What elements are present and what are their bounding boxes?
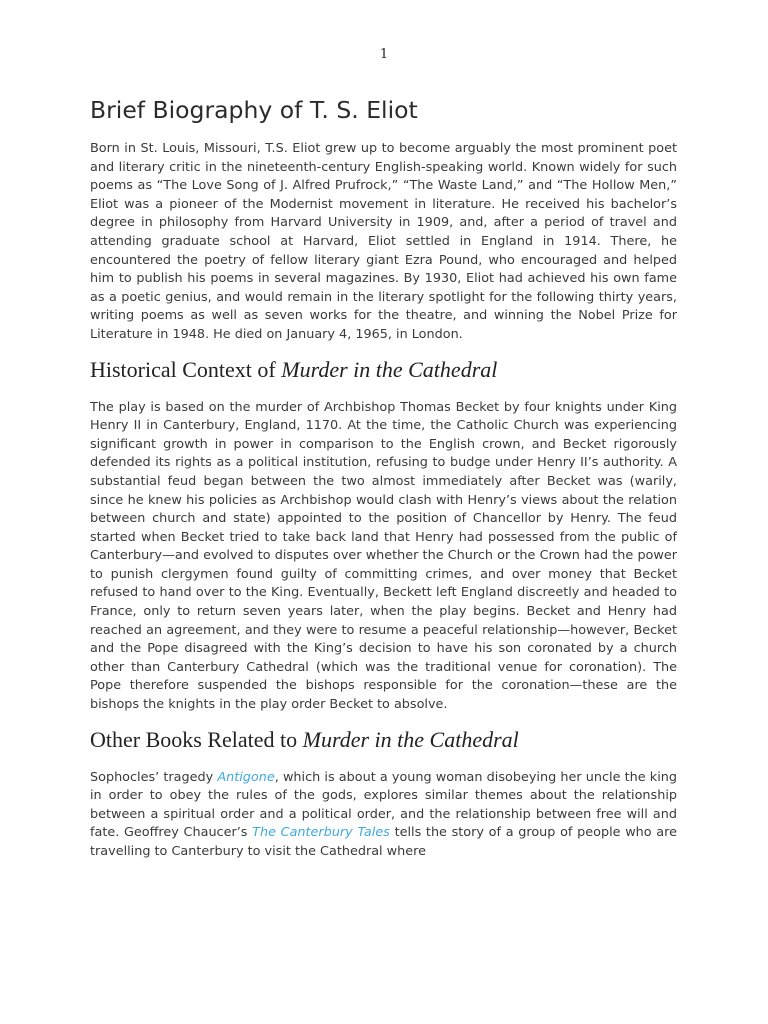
page-number: 1 (379, 47, 389, 62)
historical-heading-title: Murder in the Cathedral (281, 356, 498, 382)
related-text-1: Sophocles’ tragedy (90, 769, 218, 785)
related-books-heading (90, 725, 677, 755)
related-books-paragraph (90, 769, 677, 862)
historical-context-paragraph: The play is based on the murder of Archbishop Thomas Becket by four knights under King Henry II in Canterbury, England, 1170. At the time, the Catholic Church was experiencing significant growth in power in comparison to the English crown, and Becket rigorously defended its rights as a political institution, refusing to budge under Henry II’s authority. A substantial feud began between the two almost immediately after Becket was (warily, since he knew his policies as Archbishop would clash with Henry’s views about the relation between church and state) appointed to the position of Chancellor by Henry. The feud started when Becket tried to take back land that Henry had possessed from the public of Canterbury—and evolved to disputes over whether the Church or the Crown had the power to punish clergymen found guilty of committing crimes, and over money that Becket refused to hand over to the King. Eventually, Beckett left England discreetly and headed to France, only to return seven years later, when the play begins. Becket and Henry had reached an agreement, and they were to resume a peaceful relationship—however, Becket and the Pope disagreed with the King’s decision to have his son coronated by a church other than Canterbury Cathedral (which was the traditional venue for coronation). The Pope therefore suspended the bishops responsible for the coronation—these are the bishops the knights in the play order Becket to absolve. (90, 399, 677, 713)
related-text-3: tells the story of a group of people who are travelling to Canterbury to visit the Cathedral where (90, 825, 677, 859)
historical-heading-prefix: Historical Context of (90, 356, 282, 382)
canterbury-tales-link[interactable]: The Canterbury Tales (252, 825, 390, 841)
related-heading-prefix: Other Books Related to (90, 726, 303, 752)
historical-context-heading (90, 355, 677, 385)
biography-paragraph: Born in St. Louis, Missouri, T.S. Eliot grew up to become arguably the most prominent poet and literary critic in the nineteenth-century English-speaking world. Known widely for such poems as “The Love Song of J. Alfred Prufrock,” “The Waste Land,” and “The Hollow Men,” Eliot was a pioneer of the Modernist movement in literature. He received his bachelor’s degree in philosophy from Harvard University in 1909, and, after a period of travel and attending graduate school at Harvard, Eliot settled in England in 1914. There, he encountered the poetry of fellow literary giant Ezra Pound, who encouraged and helped him to publish his poems in several magazines. By 1930, Eliot had achieved his own fame as a poetic genius, and would remain in the literary spotlight for the following thirty years, writing poems as well as seven works for the theatre, and winning the Nobel Prize for Literature in 1948. He died on January 4, 1965, in London. (90, 141, 677, 342)
related-text-2: , which is about a young woman disobeying her uncle the king in order to obey the rules of the gods, explores similar themes about the relationship between a spiritual order and a political order, and the relationship between free will and fate. Geoffrey Chaucer’s (90, 769, 677, 841)
antigone-link[interactable]: Antigone (217, 769, 275, 785)
page-content (90, 95, 677, 862)
related-heading-title: Murder in the Cathedral (302, 726, 519, 752)
biography-heading: Brief Biography of T. S. Eliot (90, 96, 418, 124)
